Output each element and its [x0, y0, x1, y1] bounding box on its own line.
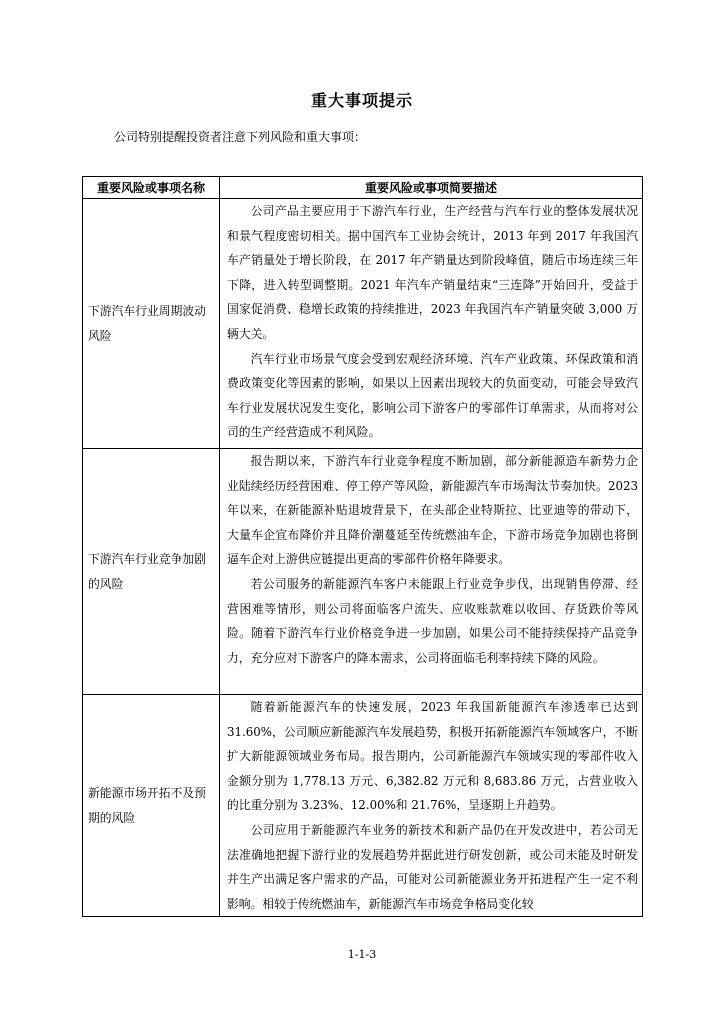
description-paragraph: 报告期以来，下游汽车行业竞争程度不断加剧，部分新能源造车新势力企业陆续经历经营困难、停工停产等风险，新能源汽车市场淘汰节奏加快。2023 年以来，在新能源补贴退坡背景下，在头部企业特斯拉、比亚迪等的带动下，大量车企宣布降价并且降价潮蔓延至传统燃油车企，下游市场竞争加剧也将倒逼车企对上游供应链提出更高的零部件价格年降要求。	[227, 454, 638, 567]
table-row	[83, 449, 643, 695]
column-header-risk-description: 重要风险或事项简要描述	[220, 177, 643, 199]
risk-name-cell: 下游汽车行业竞争加剧的风险	[83, 449, 220, 695]
table-row	[83, 695, 643, 917]
page-title: 重大事项提示	[310, 91, 413, 110]
risk-description-cell	[220, 449, 643, 695]
intro-text: 公司特别提醒投资者注意下列风险和重大事项：	[114, 130, 367, 144]
description-paragraph: 随着新能源汽车的快速发展，2023 年我国新能源汽车渗透率已达到 31.60%，公司顺应新能源汽车发展趋势，积极开拓新能源汽车领域客户，不断扩大新能源领域业务布局。报告期内，公司新能源汽车领域实现的零部件收入金额分别为 1,778.13 万元、6,382.82 万元和 8,683.86 万元，占营业收入的比重分别为 3.23%、12.00%和 21.76%，呈逐期上升趋势。	[227, 700, 638, 813]
risk-table	[82, 176, 643, 917]
risk-name-cell: 下游汽车行业周期波动风险	[83, 199, 220, 449]
table-row	[83, 199, 643, 449]
description-paragraph: 若公司服务的新能源汽车客户未能跟上行业竞争步伐，出现销售停滞、经营困难等情形，则公司将面临客户流失、应收账款难以收回、存货跌价等风险。随着下游汽车行业价格竞争进一步加剧，如果公司不能持续保持产品竞争力，充分应对下游客户的降本需求，公司将面临毛利率持续下降的风险。	[227, 576, 638, 665]
risk-description-cell	[220, 199, 643, 449]
description-paragraph: 公司应用于新能源汽车业务的新技术和新产品仍在开发改进中，若公司无法准确地把握下游行业的发展趋势并据此进行研发创新，或公司未能及时研发并生产出满足客户需求的产品，可能对公司新能源业务开拓进程产生一定不利影响。相较于传统燃油车，新能源汽车市场竞争格局变化较	[227, 822, 638, 911]
risk-description-cell	[220, 695, 643, 917]
page-number: 1-1-3	[347, 948, 377, 961]
risk-name-cell: 新能源市场开拓不及预期的风险	[83, 695, 220, 917]
table-header-row	[83, 177, 643, 199]
description-paragraph: 公司产品主要应用于下游汽车行业，生产经营与汽车行业的整体发展状况和景气程度密切相关。据中国汽车工业协会统计，2013 年到 2017 年我国汽车产销量处于增长阶段，在 2017 年产销量达到阶段峰值，随后市场连续三年下降，进入转型调整期。2021 年汽车产销量结束“三连降”开始回升，受益于国家促消费、稳增长政策的持续推进，2023 年我国汽车产销量突破 3,000 万辆大关。	[227, 204, 638, 341]
column-header-risk-name: 重要风险或事项名称	[83, 177, 220, 199]
description-paragraph: 汽车行业市场景气度会受到宏观经济环境、汽车产业政策、环保政策和消费政策变化等因素的影响，如果以上因素出现较大的负面变动，可能会导致汽车行业发展状况发生变化，影响公司下游客户的零部件订单需求，从而将对公司的生产经营造成不利风险。	[227, 351, 638, 440]
